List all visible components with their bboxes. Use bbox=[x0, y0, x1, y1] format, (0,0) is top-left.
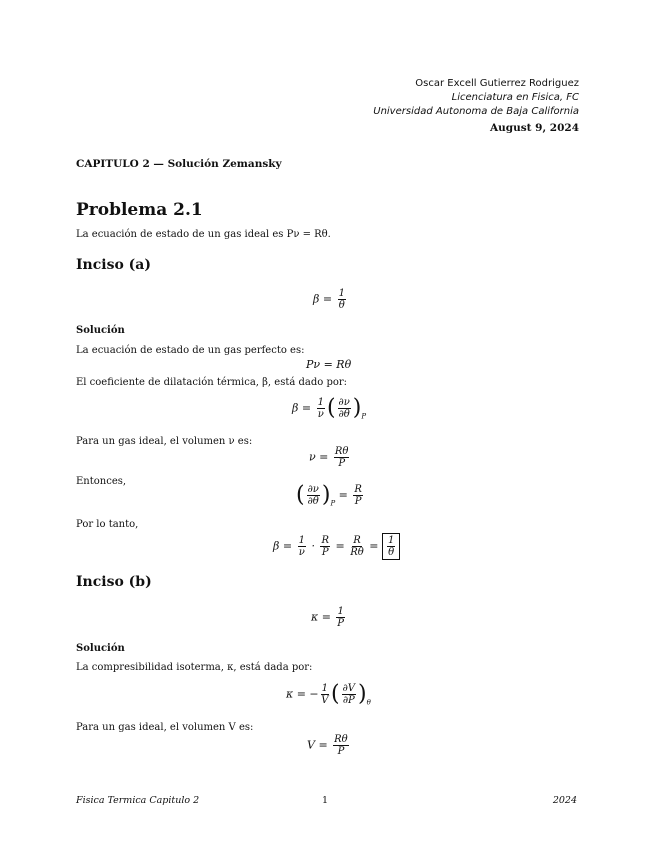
footer-year: 2024 bbox=[552, 795, 577, 806]
equation-kappa-definition: κ = − $\frac{1}{V}$ ( $\frac{\partial V}{\partial P}$ )$_\theta$ bbox=[286, 681, 371, 707]
part-b-paragraph-1: La compresibilidad isoterma, κ, está dada por: bbox=[76, 662, 313, 673]
equation-volume: ν = $\frac{R\theta}{P}$ bbox=[309, 446, 349, 469]
footer-left bbox=[76, 795, 199, 806]
part-b-title: Inciso (b) bbox=[76, 574, 152, 590]
program-name: Licenciatura en Fisica, FC bbox=[451, 92, 579, 103]
document-date: August 9, 2024 bbox=[489, 122, 579, 134]
chapter-title: CAPITULO 2 — Solución Zemansky bbox=[76, 158, 282, 170]
equation-volume-v: V = $\frac{R\theta}{P}$ bbox=[307, 734, 348, 757]
university-name: Universidad Autonoma de Baja California bbox=[373, 106, 579, 117]
equation-kappa-result: κ = $\frac{1}{P}$ bbox=[311, 606, 344, 629]
part-a-title: Inciso (a) bbox=[76, 257, 151, 273]
author-name: Oscar Excell Gutierrez Rodriguez bbox=[415, 78, 579, 89]
author-header bbox=[373, 77, 579, 119]
part-a-paragraph-5: Por lo tanto, bbox=[76, 519, 139, 530]
problem-title: Problema 2.1 bbox=[76, 200, 203, 220]
part-a-paragraph-3: Para un gas ideal, el volumen ν es: bbox=[76, 436, 253, 447]
footer-course: Fisica Termica Capitulo 2 bbox=[76, 795, 200, 806]
part-a-solution-label: Solución bbox=[76, 325, 125, 336]
part-b-solution-label: Solución bbox=[76, 643, 125, 654]
page-number: 1 bbox=[322, 795, 329, 806]
part-a-paragraph-4: Entonces, bbox=[76, 476, 127, 487]
equation-ideal-gas: Pν = Rθ bbox=[306, 358, 352, 371]
part-a-paragraph-1: La ecuación de estado de un gas perfecto es: bbox=[76, 345, 305, 356]
equation-beta-result: β = $\frac{1}{\theta}$ bbox=[313, 288, 345, 311]
footer-right bbox=[553, 795, 577, 806]
part-a-paragraph-2: El coeficiente de dilatación térmica, β, está dado por: bbox=[76, 377, 348, 388]
part-b-paragraph-2: Para un gas ideal, el volumen V es: bbox=[76, 722, 254, 733]
equation-beta-final: β = $\frac{1}{\nu}$ · $\frac{R}{P}$ = $\frac{R}{R\theta}$ = $\frac{1}{\theta}$ bbox=[273, 533, 400, 560]
equation-beta-definition: β = $\frac{1}{\nu}$ ( $\frac{\partial\nu}{\partial\theta}$ )$_P$ bbox=[292, 395, 367, 421]
equation-partial-derivative: ( $\frac{\partial\nu}{\partial\theta}$ )$_P$ = $\frac{R}{P}$ bbox=[296, 482, 362, 508]
problem-intro: La ecuación de estado de un gas ideal es Pν = Rθ. bbox=[76, 229, 331, 240]
